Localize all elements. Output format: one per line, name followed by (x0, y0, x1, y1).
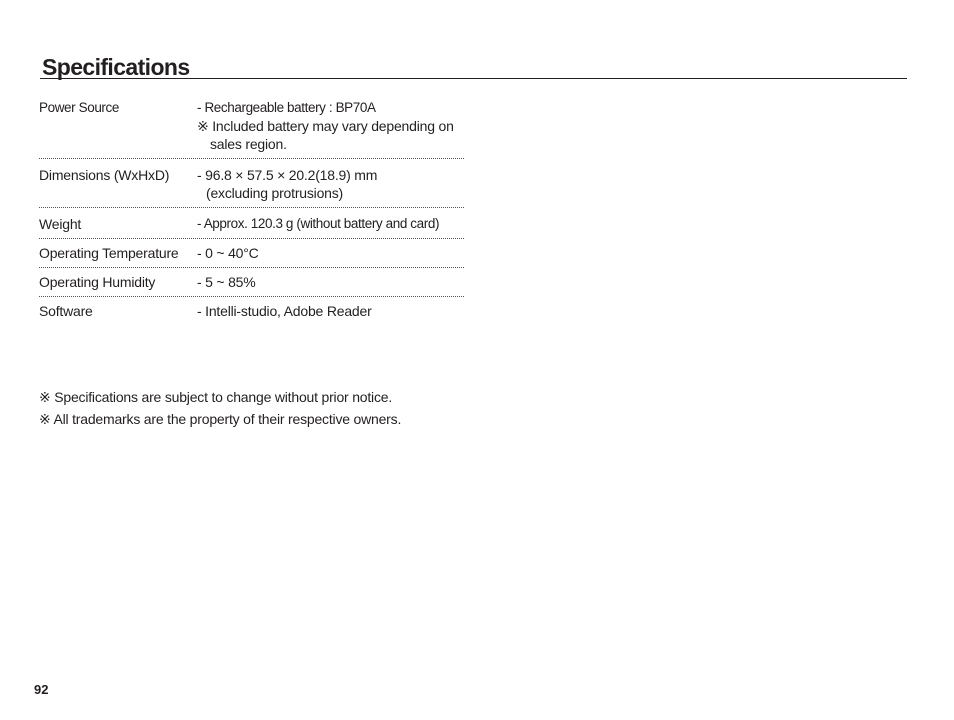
spec-table (39, 98, 464, 320)
spec-label: Dimensions (WxHxD) (39, 167, 170, 183)
spec-label: Power Source (39, 100, 119, 115)
spec-value: - 5 ~ 85% (197, 274, 256, 290)
title-divider (40, 78, 907, 79)
spec-row-dimensions (39, 159, 464, 208)
page-title: Specifications (42, 54, 190, 80)
spec-label: Operating Humidity (39, 274, 156, 290)
spec-value-line: - Rechargeable battery : BP70A (197, 100, 376, 115)
spec-row-power-source (39, 98, 464, 159)
footnote-trademarks: ※ All trademarks are the property of their respective owners. (39, 411, 402, 427)
spec-value-note: ※ Included battery may vary depending on (197, 118, 454, 134)
spec-value-note-cont: sales region. (210, 136, 287, 152)
spec-row-operating-humidity (39, 268, 464, 297)
spec-label: Operating Temperature (39, 245, 179, 261)
spec-value: - Intelli-studio, Adobe Reader (197, 303, 372, 319)
footnote-specifications-change: ※ Specifications are subject to change without prior notice. (39, 389, 393, 405)
spec-row-software (39, 297, 464, 320)
spec-row-operating-temperature (39, 239, 464, 268)
spec-value-line: - 96.8 × 57.5 × 20.2(18.9) mm (197, 167, 378, 183)
spec-value-line-cont: (excluding protrusions) (206, 185, 344, 201)
spec-label: Weight (39, 216, 82, 232)
footnotes (39, 386, 401, 430)
spec-value (197, 99, 464, 153)
spec-row-weight (39, 208, 464, 239)
page-number: 92 (34, 682, 49, 697)
spec-label: Software (39, 303, 93, 319)
spec-value (197, 166, 464, 202)
spec-value: - Approx. 120.3 g (without battery and card) (197, 216, 440, 231)
spec-value: - 0 ~ 40°C (197, 245, 259, 261)
